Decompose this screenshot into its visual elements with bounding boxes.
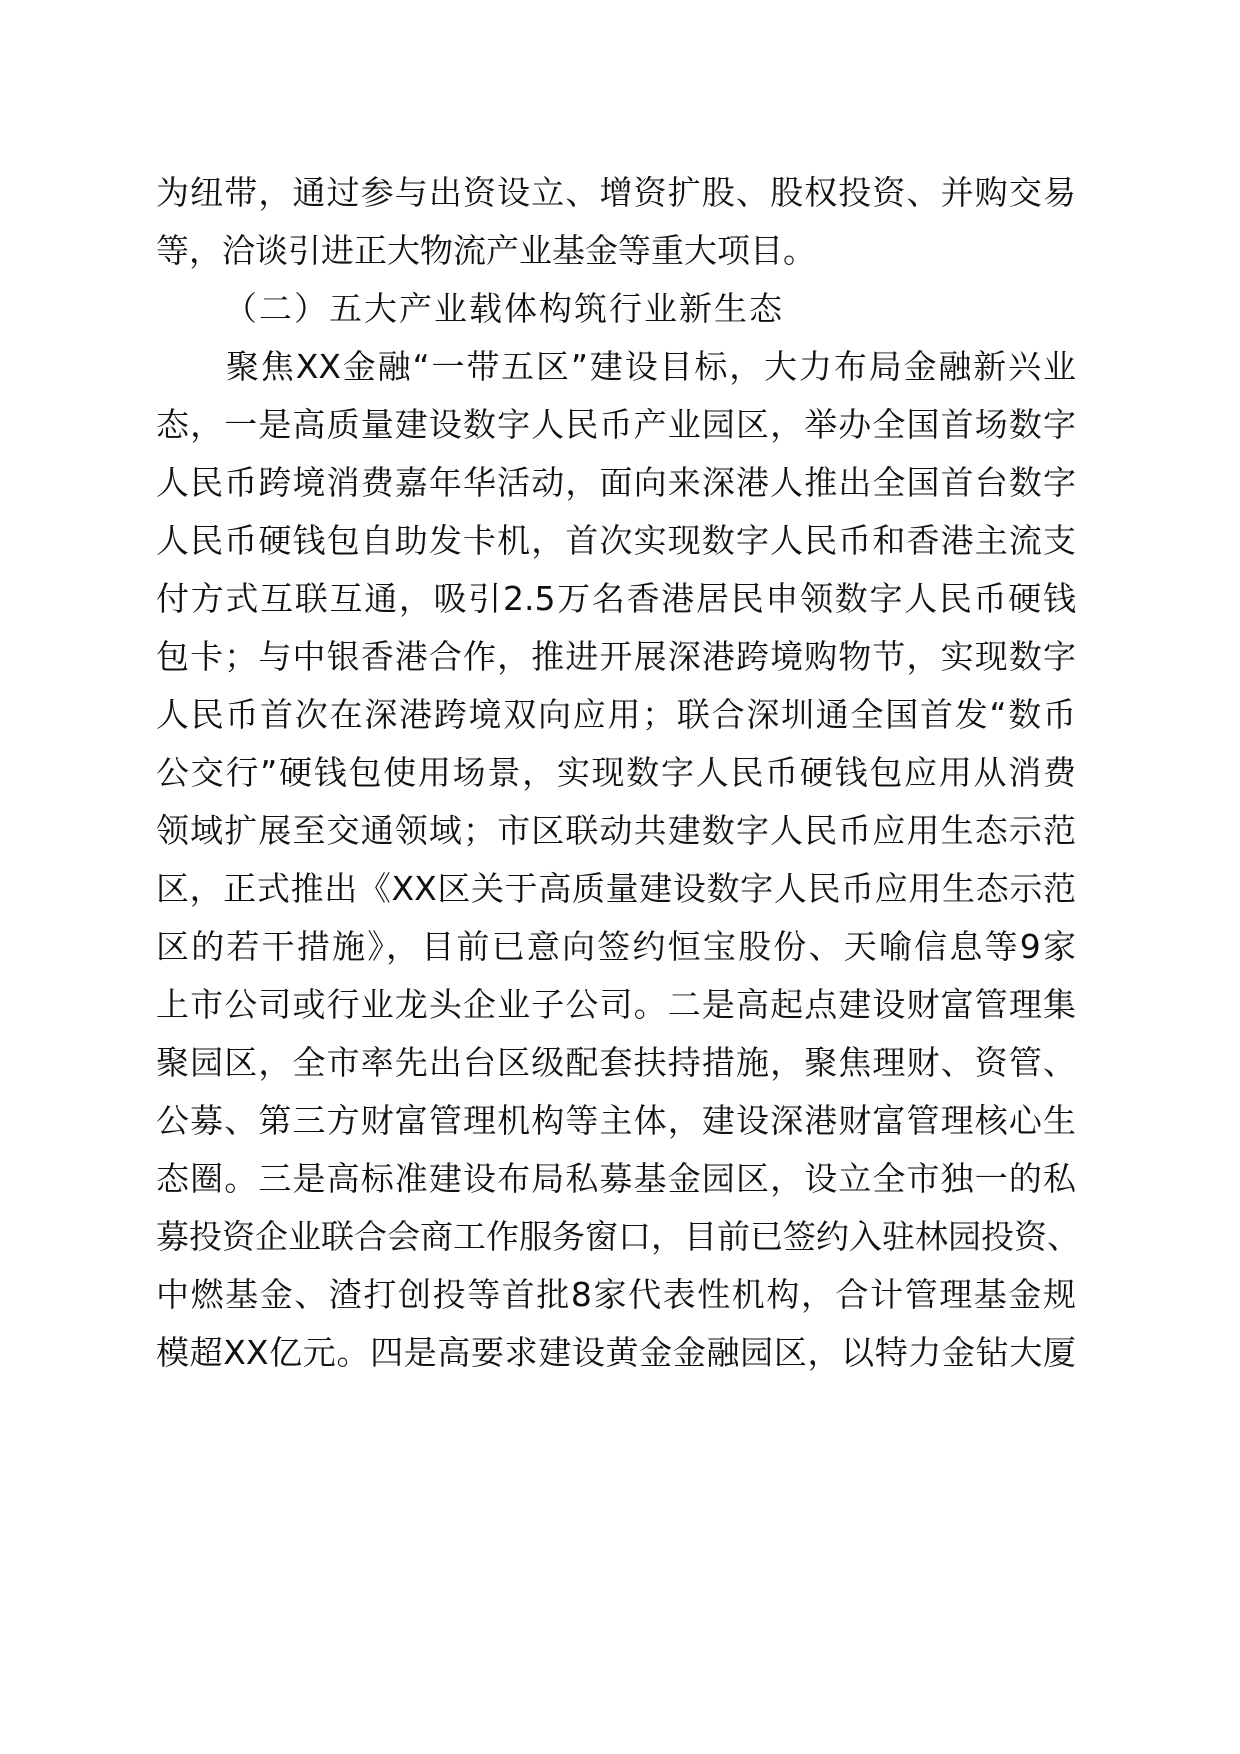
- text-line: 模超XX亿元。四是高要求建设黄金金融园区，以特力金钻大厦: [156, 1333, 1076, 1372]
- text-line: 人民币硬钱包自助发卡机，首次实现数字人民币和香港主流支: [156, 521, 1076, 560]
- text-line: 领域扩展至交通领域；市区联动共建数字人民币应用生态示范: [156, 811, 1076, 850]
- text-line: 区，正式推出《XX区关于高质量建设数字人民币应用生态示范: [156, 869, 1076, 908]
- text-line: 付方式互联互通，吸引2.5万名香港居民申领数字人民币硬钱: [156, 579, 1076, 618]
- paragraph-first-line: 聚焦XX金融“一带五区”建设目标，大力布局金融新兴业: [226, 347, 1076, 386]
- section-heading: （二）五大产业载体构筑行业新生态: [224, 289, 784, 328]
- text-line: 上市公司或行业龙头企业子公司。二是高起点建设财富管理集: [156, 985, 1076, 1024]
- text-line: 为纽带，通过参与出资设立、增资扩股、股权投资、并购交易: [156, 173, 1076, 212]
- text-line: 包卡；与中银香港合作，推进开展深港跨境购物节，实现数字: [156, 637, 1076, 676]
- text-line: 区的若干措施》，目前已意向签约恒宝股份、天喻信息等9家: [156, 927, 1076, 966]
- text-line: 人民币跨境消费嘉年华活动，面向来深港人推出全国首台数字: [156, 463, 1076, 502]
- text-line: 募投资企业联合会商工作服务窗口，目前已签约入驻林园投资、: [156, 1217, 1080, 1256]
- text-line: 人民币首次在深港跨境双向应用；联合深圳通全国首发“数币: [156, 695, 1076, 734]
- text-line: 聚园区，全市率先出台区级配套扶持措施，聚焦理财、资管、: [156, 1043, 1076, 1082]
- text-line: 态，一是高质量建设数字人民币产业园区，举办全国首场数字: [156, 405, 1076, 444]
- text-line: 等，洽谈引进正大物流产业基金等重大项目。: [156, 231, 816, 270]
- text-line: 公交行”硬钱包使用场景，实现数字人民币硬钱包应用从消费: [156, 753, 1076, 792]
- text-line: 中燃基金、渣打创投等首批8家代表性机构，合计管理基金规: [156, 1275, 1076, 1314]
- text-line: 公募、第三方财富管理机构等主体，建设深港财富管理核心生: [156, 1101, 1076, 1140]
- text-line: 态圈。三是高标准建设布局私募基金园区，设立全市独一的私: [156, 1159, 1076, 1198]
